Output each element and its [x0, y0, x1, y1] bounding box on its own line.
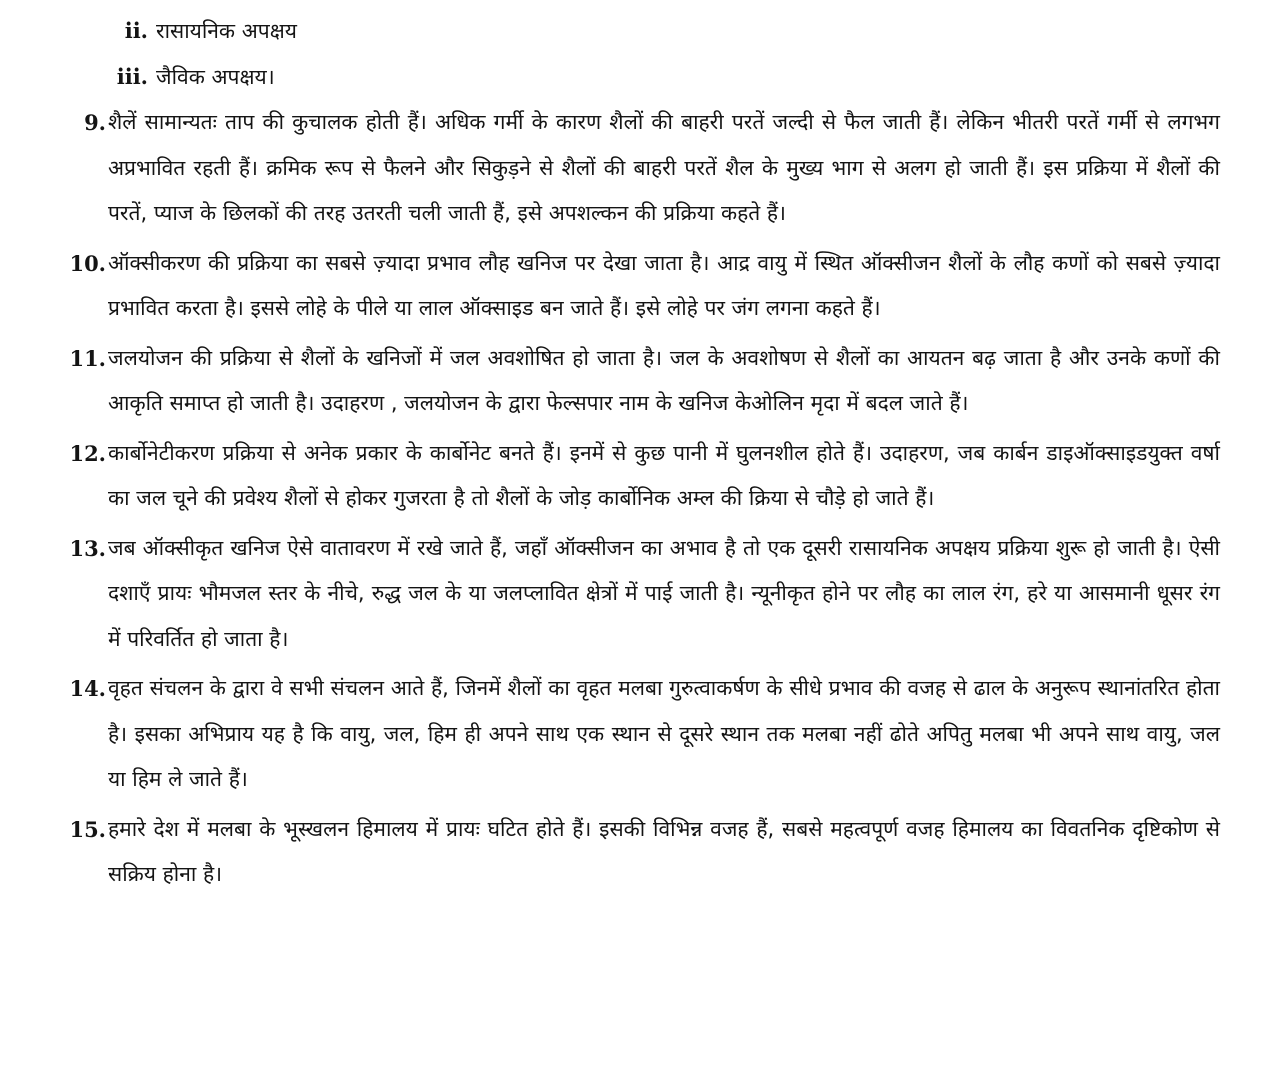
sub-list-item	[52, 54, 1220, 100]
answer-item-11	[52, 336, 1220, 427]
item-number: 15.	[69, 816, 106, 842]
sub-item-number: ii.	[124, 18, 148, 43]
answer-item-15	[52, 807, 1220, 898]
item-number: 14.	[69, 676, 106, 701]
answer-item-13	[52, 526, 1220, 663]
answer-item-10	[52, 241, 1220, 332]
item-text: शैलें सामान्यतः ताप की कुचालक होती हैं। अधिक गर्मी के कारण शैलों की बाहरी परतें जल्दी से फैल जाती हैं। लेकिन भीतरी परतें गर्मी से लगभग अप्रभावित रहती हैं। क्रमिक रूप से फैलने और सिकुड़ने से शैलों की बाहरी परतें शैल के मुख्य भाग से अलग हो जाती हैं। इस प्रक्रिया में शैलों की परतें, प्याज के छिलकों की तरह उतरती चली जाती हैं, इसे अपशल्कन की प्रक्रिया कहते हैं।	[108, 110, 1220, 225]
answer-item-14	[52, 666, 1220, 803]
answer-item-12	[52, 431, 1220, 522]
item-text: वृहत संचलन के द्वारा वे सभी संचलन आते हैं, जिनमें शैलों का वृहत मलबा गुरुत्वाकर्षण के सीधे प्रभाव की वजह से ढाल के अनुरूप स्थानांतरित होता है। इसका अभिप्राय यह है कि वायु, जल, हिम ही अपने साथ एक स्थान से दूसरे स्थान तक मलबा नहीं ढोते अपितु मलबा भी अपने साथ वायु, जल या हिम ले जाते हैं।	[108, 676, 1220, 791]
item-number: 13.	[69, 535, 106, 561]
item-number: 9.	[84, 110, 106, 135]
item-text: जलयोजन की प्रक्रिया से शैलों के खनिजों में जल अवशोषित हो जाता है। जल के अवशोषण से शैलों का आयतन बढ़ जाता है और उनके कणों की आकृति समाप्त हो जाती है। उदाहरण , जलयोजन के द्वारा फेल्सपार नाम के खनिज केओलिन मृदा में बदल जाते हैं।	[108, 345, 1220, 415]
item-text: ऑक्सीकरण की प्रक्रिया का सबसे ज़्यादा प्रभाव लौह खनिज पर देखा जाता है। आद्र वायु में स्थित ऑक्सीजन शैलों के लौह कणों को सबसे ज़्यादा प्रभावित करता है। इससे लोहे के पीले या लाल ऑक्साइड बन जाते हैं। इसे लोहे पर जंग लगना कहते हैं।	[108, 250, 1220, 320]
item-text: हमारे देश में मलबा के भूस्खलन हिमालय में प्रायः घटित होते हैं। इसकी विभिन्न वजह हैं, सबसे महत्वपूर्ण वजह हिमालय का विवतनिक दृष्टिकोण से सक्रिय होना है।	[108, 816, 1220, 886]
item-number: 10.	[69, 250, 106, 276]
item-text: जब ऑक्सीकृत खनिज ऐसे वातावरण में रखे जाते हैं, जहाँ ऑक्सीजन का अभाव है तो एक दूसरी रासायनिक अपक्षय प्रक्रिया शुरू हो जाती है। ऐसी दशाएँ प्रायः भौमजल स्तर के नीचे, रुद्ध जल के या जलप्लावित क्षेत्रों में पाई जाती है। न्यूनीकृत होने पर लौह का लाल रंग, हरे या आसमानी धूसर रंग में परिवर्तित हो जाता है।	[108, 535, 1220, 651]
answer-item-9	[52, 100, 1220, 237]
sub-list-item	[52, 8, 1220, 54]
item-number: 11.	[69, 345, 106, 371]
item-text: कार्बोनेटीकरण प्रक्रिया से अनेक प्रकार के कार्बोनेट बनते हैं। इनमें से कुछ पानी में घुलनशील होते हैं। उदाहरण, जब कार्बन डाइऑक्साइडयुक्त वर्षा का जल चूने की प्रवेश्य शैलों से होकर गुजरता है तो शैलों के जोड़ कार्बोनिक अम्ल की क्रिया से चौड़े हो जाते हैं।	[108, 440, 1220, 510]
sub-item-text: जैविक अपक्षय।	[156, 65, 275, 89]
sub-item-text: रासायनिक अपक्षय	[156, 19, 297, 43]
item-number: 12.	[69, 440, 106, 466]
sub-item-number: iii.	[116, 64, 148, 89]
